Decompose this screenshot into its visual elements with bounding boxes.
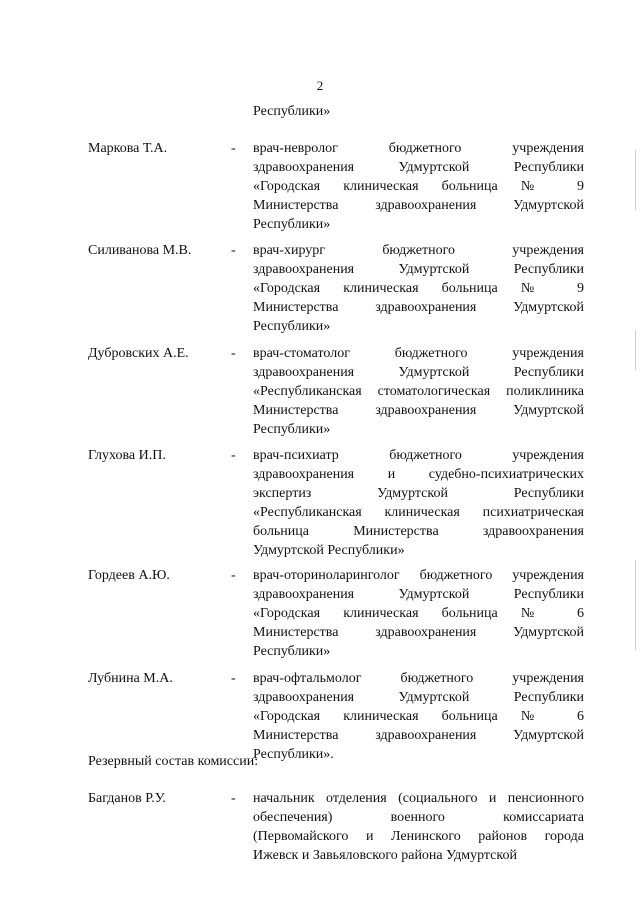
continuation-text: Республики» (253, 104, 331, 119)
position-line: врач-невролог бюджетного учреждения (253, 141, 584, 156)
position-line: Удмуртской Республики» (253, 543, 405, 558)
position-line: Министерства здравоохранения Удмуртской (253, 300, 584, 315)
position-line: Республики» (253, 217, 331, 232)
position-line: «Городская клиническая больница № 9 (253, 281, 584, 296)
position-line: «Городская клиническая больница № 6 (253, 606, 584, 621)
position-line: врач-офтальмолог бюджетного учреждения (253, 671, 584, 686)
position-line: врач-хирург бюджетного учреждения (253, 243, 584, 258)
member-position (253, 446, 584, 560)
position-line: обеспечения) военного комиссариата (253, 810, 584, 825)
member-name: Маркова Т.А. (88, 141, 168, 156)
position-line: здравоохранения Удмуртской Республики (253, 690, 584, 705)
member-position (253, 566, 584, 661)
member-dash: - (231, 346, 236, 361)
position-line: «Городская клиническая больница № 6 (253, 709, 584, 724)
position-line: Республики» (253, 319, 331, 334)
position-line: здравоохранения и судебно-психиатрических (253, 467, 584, 482)
member-position (253, 241, 584, 336)
member-name: Гордеев А.Ю. (88, 568, 170, 583)
member-position (253, 669, 584, 764)
position-line: экспертиз Удмуртской Республики (253, 486, 584, 501)
position-line: Республики». (253, 747, 334, 762)
member-dash: - (231, 243, 236, 258)
member-name: Дубровских А.Е. (88, 346, 189, 361)
member-position (253, 789, 584, 865)
position-line: врач-психиатр бюджетного учреждения (253, 448, 584, 463)
position-line: Министерства здравоохранения Удмуртской (253, 728, 584, 743)
member-dash: - (231, 671, 236, 686)
member-position (253, 344, 584, 439)
member-name: Багданов Р.У. (88, 791, 166, 806)
position-line: «Республиканская клиническая психиатрическая (253, 505, 584, 520)
page-number: 2 (316, 78, 324, 93)
scan-edge-mark (635, 560, 636, 650)
member-dash: - (231, 791, 236, 806)
position-line: начальник отделения (социального и пенсионного (253, 791, 584, 806)
member-position (253, 139, 584, 234)
position-line: врач-оториноларинголог бюджетного учреждения (253, 568, 584, 583)
position-line: Республики» (253, 422, 331, 437)
member-dash: - (231, 568, 236, 583)
position-line: Ижевск и Завьяловского района Удмуртской (253, 848, 517, 863)
position-line: (Первомайского и Ленинского районов города (253, 829, 584, 844)
reserve-heading: Резервный состав комиссии: (88, 754, 259, 769)
position-line: здравоохранения Удмуртской Республики (253, 160, 584, 175)
position-line: «Городская клиническая больница № 9 (253, 179, 584, 194)
position-line: врач-стоматолог бюджетного учреждения (253, 346, 584, 361)
position-line: Республики» (253, 644, 331, 659)
position-line: здравоохранения Удмуртской Республики (253, 262, 584, 277)
member-dash: - (231, 141, 236, 156)
scan-edge-mark (635, 330, 636, 370)
position-line: Министерства здравоохранения Удмуртской (253, 403, 584, 418)
member-name: Глухова И.П. (88, 448, 166, 463)
position-line: Министерства здравоохранения Удмуртской (253, 625, 584, 640)
member-name: Силиванова М.В. (88, 243, 192, 258)
scan-edge-mark (635, 150, 636, 210)
position-line: «Республиканская стоматологическая поликлиника (253, 384, 584, 399)
member-name: Лубнина М.А. (88, 671, 173, 686)
position-line: больница Министерства здравоохранения (253, 524, 584, 539)
position-line: здравоохранения Удмуртской Республики (253, 365, 584, 380)
member-dash: - (231, 448, 236, 463)
position-line: Министерства здравоохранения Удмуртской (253, 198, 584, 213)
position-line: здравоохранения Удмуртской Республики (253, 587, 584, 602)
